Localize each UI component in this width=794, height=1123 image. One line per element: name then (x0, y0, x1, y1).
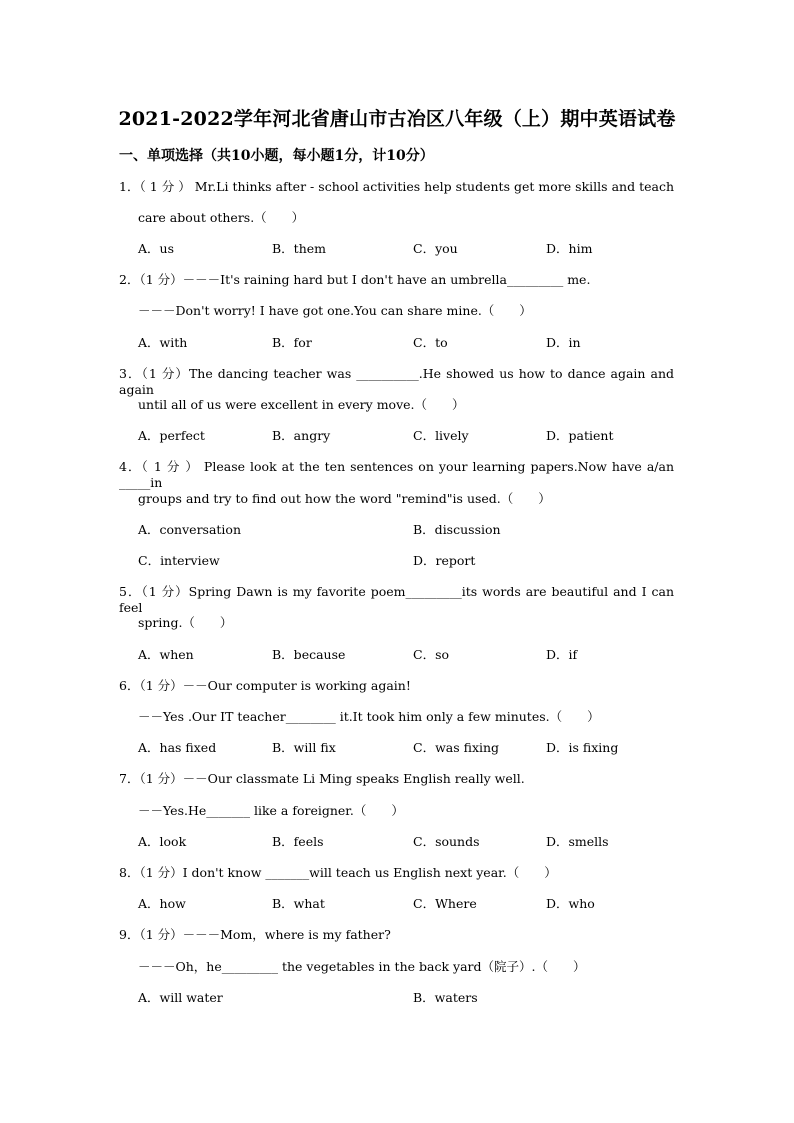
question-7-stem-cont: －－Yes.He_______ like a foreigner.（ ） (138, 803, 404, 818)
question-1-option-a[interactable]: A．us (138, 241, 174, 256)
question-3-option-c[interactable]: C．lively (413, 428, 469, 443)
question-7-option-b[interactable]: B．feels (272, 834, 324, 849)
question-7-stem: 7．（1 分）－－Our classmate Li Ming speaks English really well. (119, 771, 525, 786)
question-1-option-c[interactable]: C．you (413, 241, 458, 256)
question-9-stem: 9．（1 分）－－－Mom，where is my father? (119, 927, 391, 942)
question-3-option-b[interactable]: B．angry (272, 428, 331, 443)
question-4-option-d[interactable]: D．report (413, 553, 476, 568)
question-5-option-b[interactable]: B．because (272, 647, 346, 662)
question-3-option-a[interactable]: A．perfect (138, 428, 205, 443)
question-8-option-b[interactable]: B．what (272, 896, 325, 911)
question-6-option-d[interactable]: D．is fixing (546, 740, 619, 755)
question-1-stem-cont: care about others.（ ） (138, 210, 305, 225)
question-2-option-b[interactable]: B．for (272, 335, 312, 350)
question-4-stem: 4．（ 1 分 ） Please look at the ten sentences on your learning papers.Now have a/an _____in (119, 459, 674, 490)
question-9-stem-cont: －－－Oh，he_________ the vegetables in the back yard（院子）.（ ） (138, 959, 586, 974)
question-5-option-c[interactable]: C．so (413, 647, 450, 662)
question-3-option-d[interactable]: D．patient (546, 428, 614, 443)
question-5-option-d[interactable]: D．if (546, 647, 578, 662)
question-1-option-d[interactable]: D．him (546, 241, 593, 256)
question-2-stem: 2．（1 分）－－－It's raining hard but I don't have an umbrella_________ me. (119, 272, 591, 287)
question-2-option-d[interactable]: D．in (546, 335, 581, 350)
question-7-option-a[interactable]: A．look (138, 834, 187, 849)
question-2-option-a[interactable]: A．with (138, 335, 188, 350)
question-6-option-c[interactable]: C．was fixing (413, 740, 500, 755)
question-6-option-a[interactable]: A．has fixed (138, 740, 217, 755)
question-4-option-c[interactable]: C．interview (138, 553, 220, 568)
question-1-option-b[interactable]: B．them (272, 241, 327, 256)
question-8-option-d[interactable]: D．who (546, 896, 595, 911)
question-4-option-a[interactable]: A．conversation (138, 522, 242, 537)
question-5-option-a[interactable]: A．when (138, 647, 194, 662)
question-9-option-b[interactable]: B．waters (413, 990, 478, 1005)
question-3-stem-cont: until all of us were excellent in every move.（ ） (138, 397, 465, 412)
page-title: 2021-2022学年河北省唐山市古冶区八年级（上）期中英语试卷 (118, 108, 676, 130)
question-2-option-c[interactable]: C．to (413, 335, 448, 350)
question-9-option-a[interactable]: A．will water (138, 990, 223, 1005)
question-8-stem: 8．（1 分）I don't know _______will teach us English next year.（ ） (119, 865, 557, 880)
question-6-stem: 6．（1 分）－－Our computer is working again! (119, 678, 411, 693)
question-1-stem: 1．（ 1 分 ） Mr.Li thinks after - school activities help students get more skills and teach (119, 179, 674, 194)
question-8-option-c[interactable]: C．Where (413, 896, 477, 911)
question-6-option-b[interactable]: B．will fix (272, 740, 336, 755)
question-2-stem-cont: －－－Don't worry! I have got one.You can share mine.（ ） (138, 303, 532, 318)
question-4-option-b[interactable]: B．discussion (413, 522, 501, 537)
question-7-option-d[interactable]: D．smells (546, 834, 609, 849)
question-5-stem-cont: spring.（ ） (138, 615, 233, 630)
section-heading: 一、单项选择（共10小题，每小题1分，计10分） (119, 148, 434, 164)
question-6-stem-cont: －－Yes .Our IT teacher________ it.It took him only a few minutes.（ ） (138, 709, 600, 724)
question-7-option-c[interactable]: C．sounds (413, 834, 480, 849)
question-8-option-a[interactable]: A．how (138, 896, 186, 911)
question-4-stem-cont: groups and try to find out how the word "remind"is used.（ ） (138, 491, 551, 506)
question-5-stem: 5．（1 分）Spring Dawn is my favorite poem_________its words are beautiful and I can feel (119, 584, 674, 615)
question-3-stem: 3．（1 分）The dancing teacher was __________.He showed us how to dance again and again (119, 366, 674, 397)
